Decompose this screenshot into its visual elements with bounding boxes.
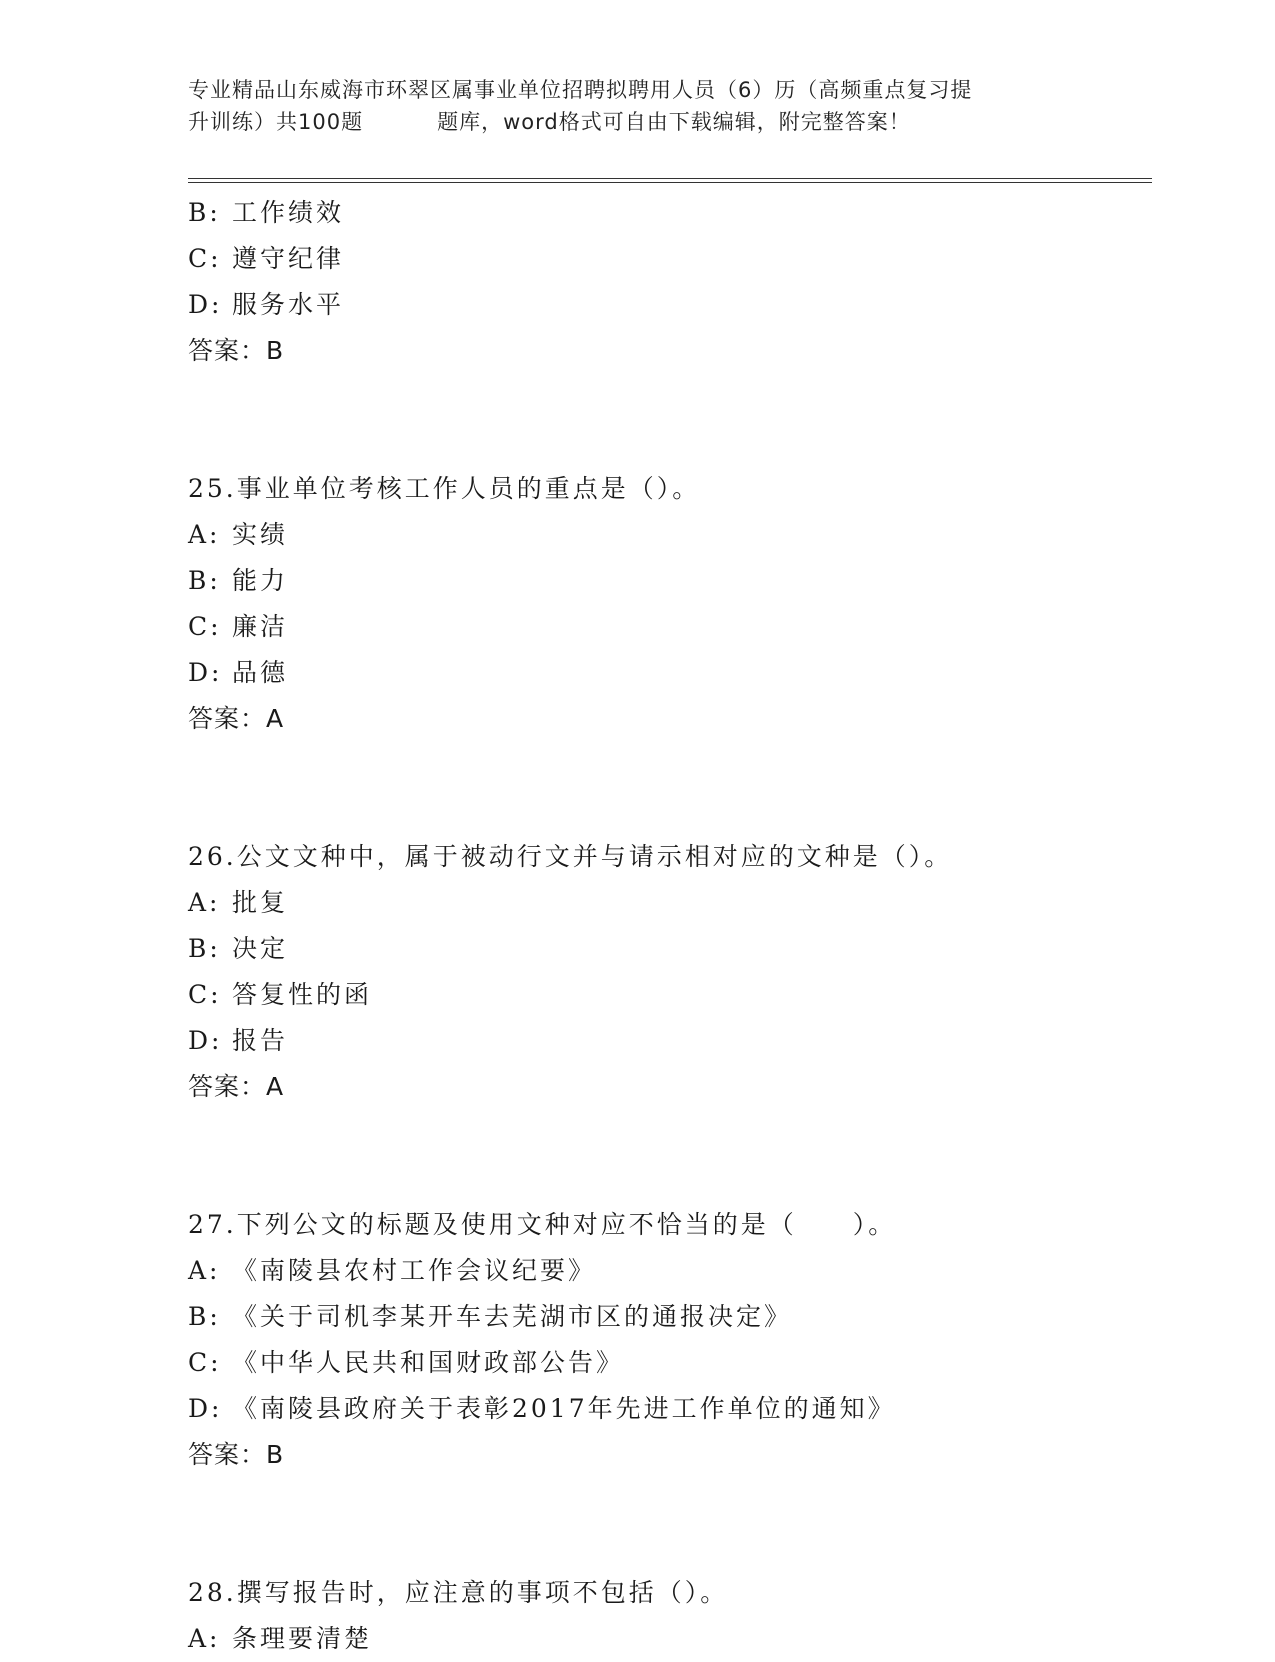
option-d: D: 《南陵县政府关于表彰2017年先进工作单位的通知》 (188, 1394, 896, 1423)
page-header (188, 74, 1088, 138)
question-block-continued (188, 190, 1148, 374)
option-a: A: 实绩 (188, 520, 289, 549)
option-d: D: 品德 (188, 658, 289, 687)
question-stem: 28.撰写报告时，应注意的事项不包括（）。 (188, 1578, 729, 1607)
answer-line: 答案：B (188, 1440, 285, 1469)
option-c: C: 答复性的函 (188, 980, 373, 1009)
option-b: B: 决定 (188, 934, 289, 963)
header-divider-bottom (188, 182, 1152, 183)
header-title-part-a: 升训练）共100题 (188, 110, 364, 134)
header-title-line-1: 专业精品山东威海市环翠区属事业单位招聘拟聘用人员（6）历（高频重点复习提 (188, 78, 973, 102)
question-block-25 (188, 466, 1148, 742)
header-title-line-2 (188, 106, 1088, 138)
question-stem: 25.事业单位考核工作人员的重点是（）。 (188, 474, 701, 503)
answer-line: 答案：A (188, 704, 285, 733)
option-c: C: 《中华人民共和国财政部公告》 (188, 1348, 625, 1377)
option-a: A: 条理要清楚 (188, 1624, 373, 1653)
question-block-28 (188, 1570, 1148, 1662)
option-c: C: 廉洁 (188, 612, 289, 641)
option-a: A: 批复 (188, 888, 289, 917)
header-divider-top (188, 178, 1152, 179)
option-b: B: 能力 (188, 566, 289, 595)
option-d: D: 服务水平 (188, 290, 345, 319)
question-list (188, 190, 1148, 1662)
header-title-part-b: 题库，word格式可自由下载编辑，附完整答案！ (437, 110, 911, 134)
option-b: B: 工作绩效 (188, 198, 345, 227)
answer-line: 答案：B (188, 336, 285, 365)
question-block-26 (188, 834, 1148, 1110)
option-d: D: 报告 (188, 1026, 289, 1055)
answer-line: 答案：A (188, 1072, 285, 1101)
question-stem: 27.下列公文的标题及使用文种对应不恰当的是（ ）。 (188, 1210, 897, 1239)
option-b: B: 《关于司机李某开车去芜湖市区的通报决定》 (188, 1302, 793, 1331)
option-a: A: 《南陵县农村工作会议纪要》 (188, 1256, 597, 1285)
question-stem: 26.公文文种中，属于被动行文并与请示相对应的文种是（）。 (188, 842, 953, 871)
question-block-27 (188, 1202, 1148, 1478)
option-c: C: 遵守纪律 (188, 244, 345, 273)
